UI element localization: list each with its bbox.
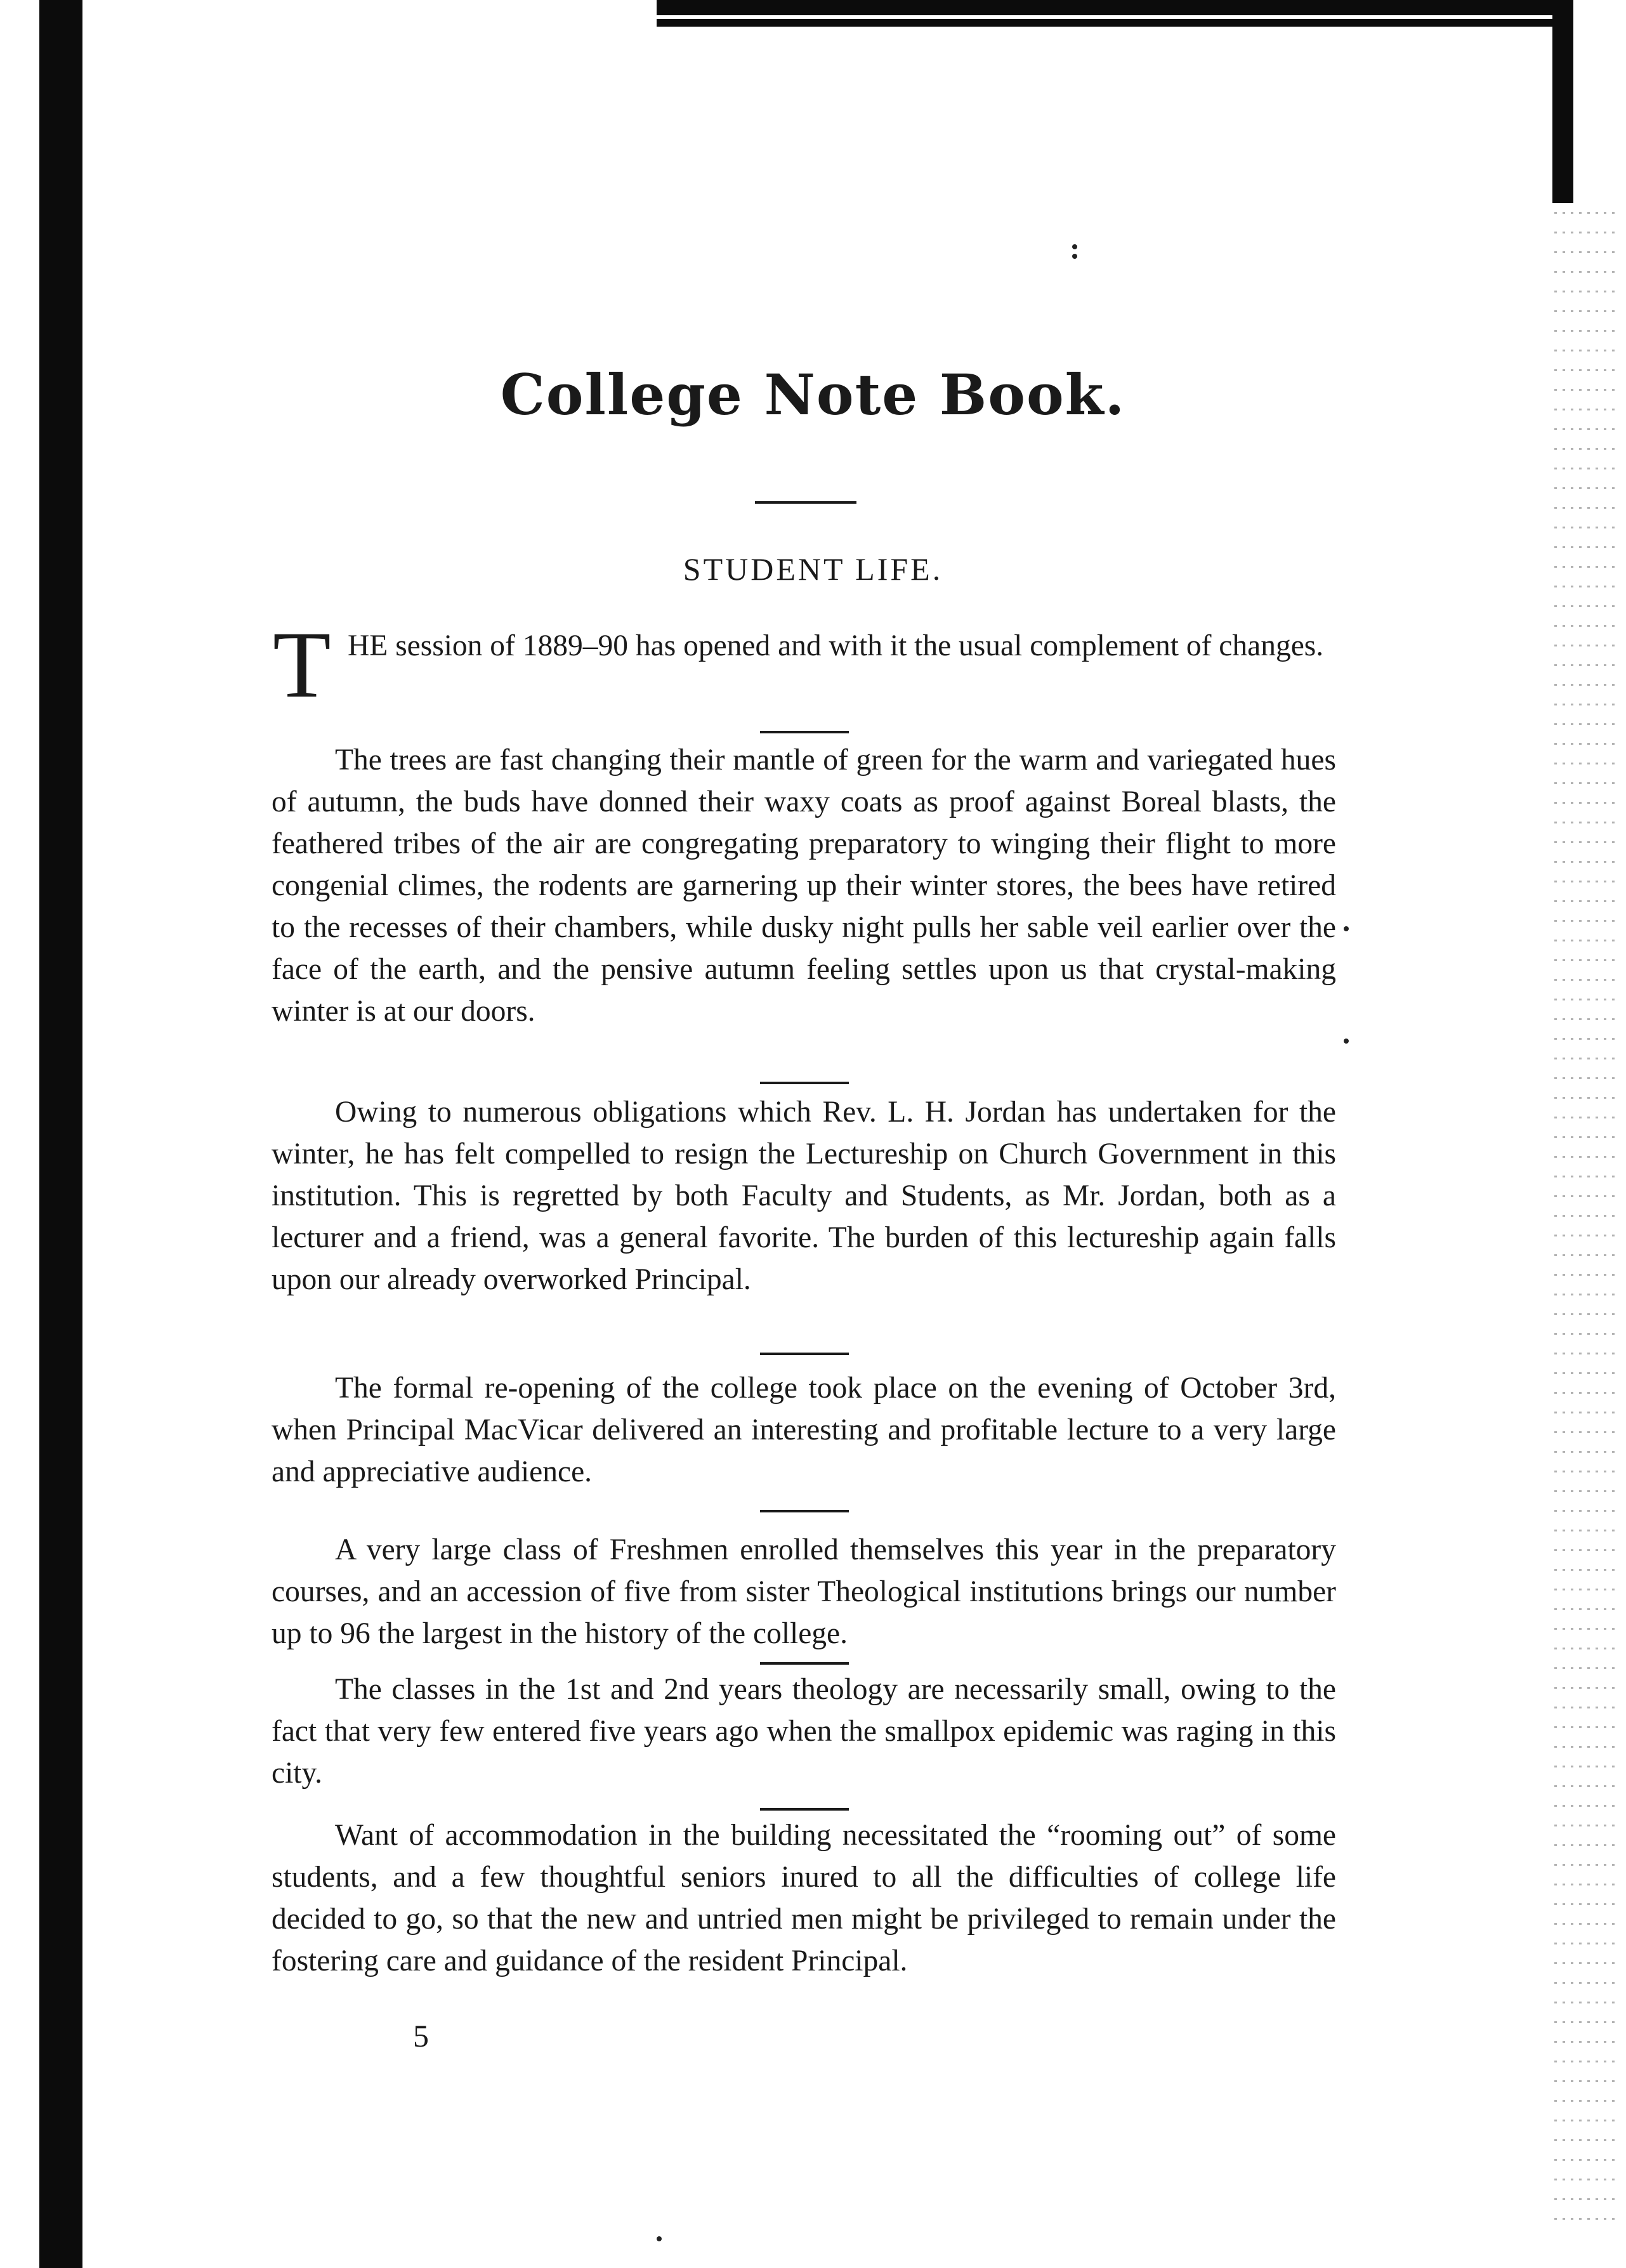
paragraph-divider — [760, 1510, 849, 1512]
paragraph-text: The classes in the 1st and 2nd years theology are necessarily small, owing to the fact that very few entered five years ago when the smallpox epidemic was raging in this city. — [272, 1673, 1336, 1790]
scan-speck — [1344, 1039, 1349, 1044]
paragraph-divider — [760, 1082, 849, 1084]
paragraph-divider — [760, 1662, 849, 1665]
scan-right-edge — [1552, 0, 1573, 203]
paragraph-divider — [760, 731, 849, 733]
paragraph-text: Want of accommodation in the building necessitated the “rooming out” of some students, and a few thoughtful seniors inured to all the difficulties of college life decided to go, so that the new and untried men might be privileged to remain under the fostering care and guidance of the resident Principal. — [272, 1819, 1336, 1977]
scan-left-edge — [39, 0, 82, 2268]
scan-top-rule — [657, 0, 1573, 27]
page-title: College Note Book. — [500, 362, 1126, 428]
paragraph-2 — [272, 739, 1336, 1032]
paragraph-1 — [272, 612, 1336, 718]
paragraph-divider — [760, 1353, 849, 1355]
paragraph-text: Owing to numerous obligations which Rev. L. H. Jordan has undertaken for the winter, he has felt compelled to resign the Lectureship on Church Government in this institution. This is regretted by both Faculty and Students, as Mr. Jordan, both as a lecturer and a friend, was a general favorite. The burden of this lectureship again falls upon our already overworked Principal. — [272, 1096, 1336, 1296]
title-divider — [755, 501, 856, 504]
paragraph-text: A very large class of Freshmen enrolled themselves this year in the preparatory courses, and an accession of five from sister Theological institutions brings our number up to 96 the largest in the history of the college. — [272, 1533, 1336, 1650]
paragraph-text: The formal re-opening of the college took place on the evening of October 3rd, when Principal MacVicar delivered an interesting and profitable lecture to a very large and appreciative audience. — [272, 1372, 1336, 1488]
drop-cap: T — [273, 612, 331, 718]
scan-right-noise — [1554, 203, 1615, 2233]
scan-top-rule-gap — [657, 15, 1573, 19]
scan-speck — [1072, 254, 1077, 259]
paragraph-7 — [272, 1814, 1336, 1982]
scan-speck — [1344, 926, 1349, 931]
paragraph-5 — [272, 1529, 1336, 1655]
paragraph-6 — [272, 1668, 1336, 1794]
paragraph-divider — [760, 1808, 849, 1811]
paragraph-text: The trees are fast changing their mantle of green for the warm and variegated hues of autumn, the buds have donned their waxy coats as proof against Boreal blasts, the feathered tribes of the air are congregating preparatory to winging their flight to more congenial climes, the rodents are garnering up their winter stores, the bees have retired to the recesses of their chambers, while dusky night pulls her sable veil earlier over the face of the earth, and the pensive autumn feeling settles upon us that crystal-making winter is at our doors. — [272, 744, 1336, 1028]
scan-speck — [1072, 244, 1077, 249]
scan-speck — [657, 2236, 662, 2241]
section-heading: STUDENT LIFE. — [683, 551, 943, 587]
paragraph-text: HE session of 1889–90 has opened and with it the usual complement of changes. — [348, 629, 1324, 662]
paragraph-3 — [272, 1091, 1336, 1301]
paragraph-4 — [272, 1367, 1336, 1493]
page-number: 5 — [413, 2018, 429, 2054]
